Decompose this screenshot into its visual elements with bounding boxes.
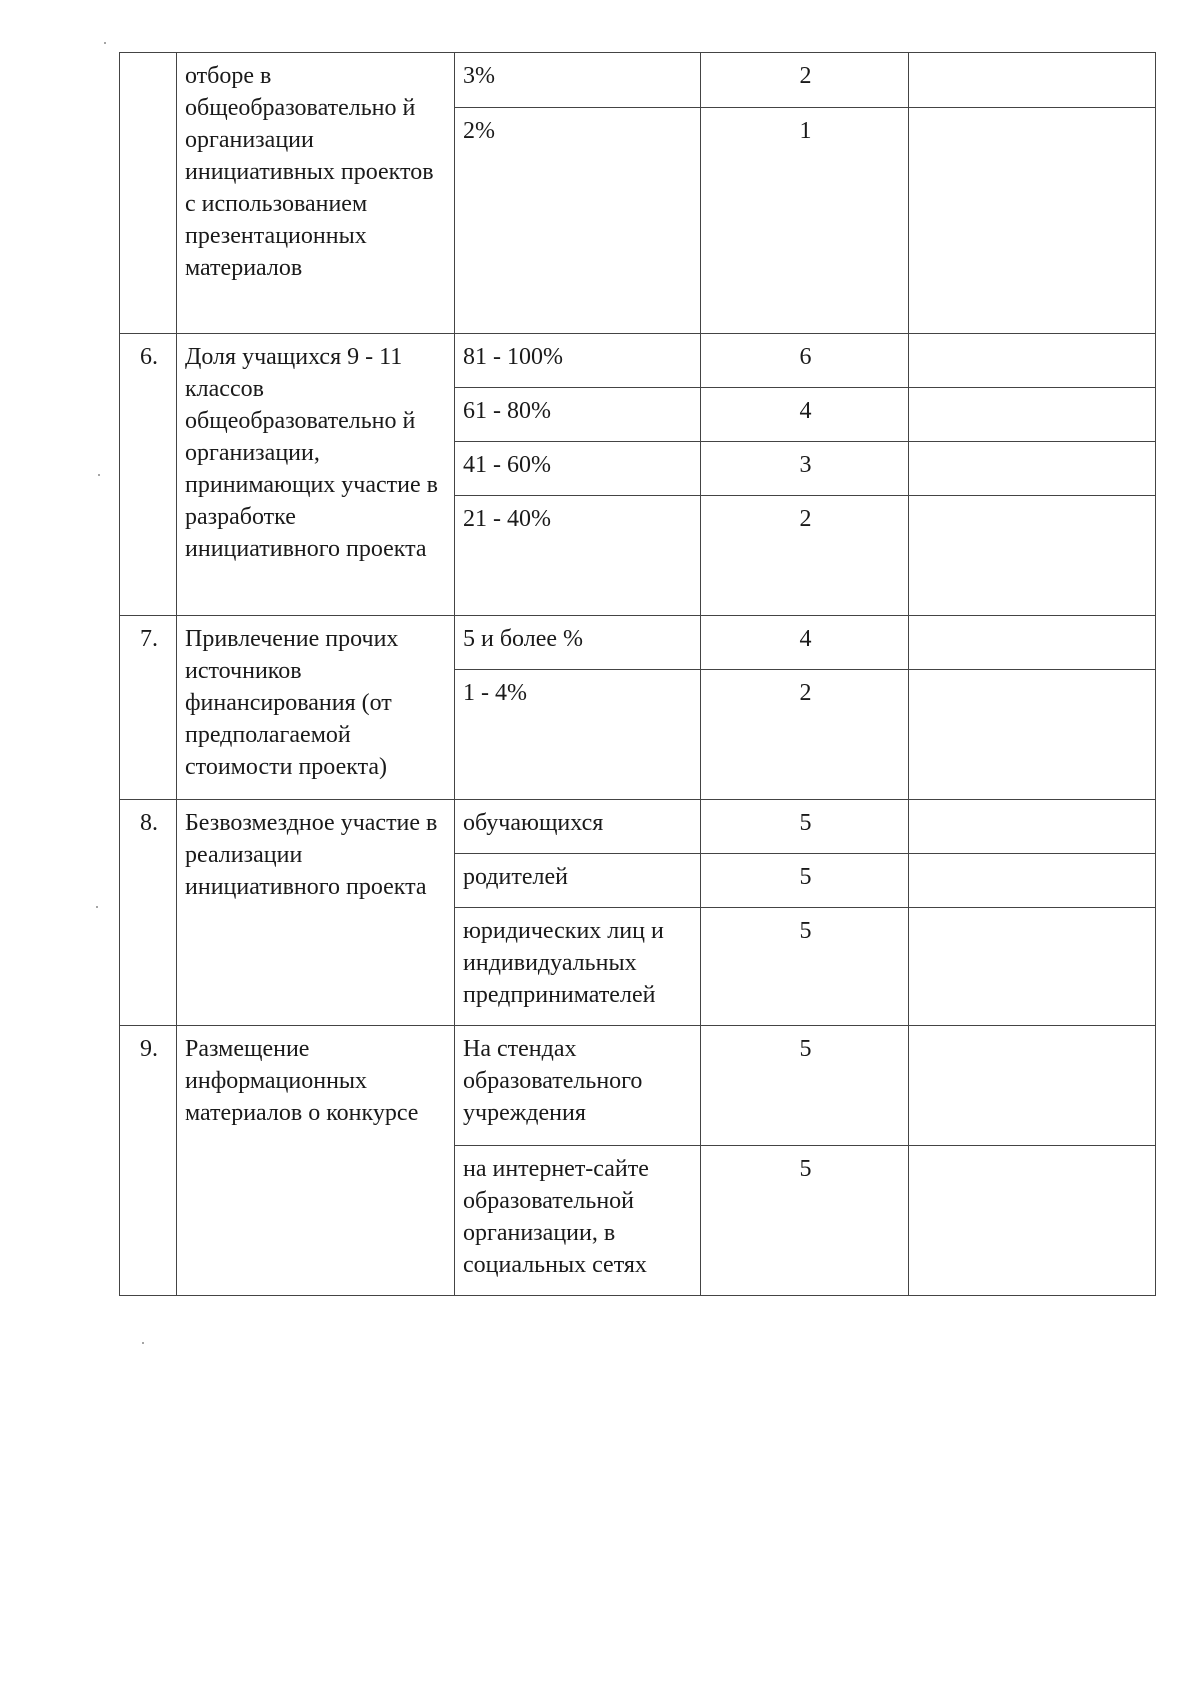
score-cell: 4 — [701, 616, 909, 670]
criterion-cell: Доля учащихся 9 - 11 классов общеобразовательно й организации, принимающих участие в разработке инициативного проекта — [177, 334, 455, 616]
table-row — [120, 800, 1156, 854]
score-cell: 1 — [701, 108, 909, 334]
blank-cell — [909, 670, 1156, 800]
blank-cell — [909, 1026, 1156, 1146]
blank-cell — [909, 496, 1156, 616]
level-cell: 21 - 40% — [455, 496, 701, 616]
score-cell: 2 — [701, 53, 909, 108]
scan-speck — [96, 906, 98, 908]
scan-speck — [98, 474, 100, 476]
score-cell: 5 — [701, 854, 909, 908]
scan-speck — [142, 1342, 144, 1344]
level-cell: 1 - 4% — [455, 670, 701, 800]
level-cell: 3% — [455, 53, 701, 108]
criterion-cell: Безвозмездное участие в реализации инициативного проекта — [177, 800, 455, 1026]
blank-cell — [909, 800, 1156, 854]
score-cell: 2 — [701, 670, 909, 800]
blank-cell — [909, 388, 1156, 442]
score-cell: 2 — [701, 496, 909, 616]
blank-cell — [909, 1146, 1156, 1296]
table-row — [120, 53, 1156, 108]
score-cell: 6 — [701, 334, 909, 388]
criterion-cell: отборе в общеобразовательно й организации инициативных проектов с использованием презентационных материалов — [177, 53, 455, 334]
score-cell: 5 — [701, 1146, 909, 1296]
blank-cell — [909, 334, 1156, 388]
scan-speck — [104, 42, 106, 44]
row-number: 6. — [120, 334, 177, 616]
blank-cell — [909, 442, 1156, 496]
blank-cell — [909, 908, 1156, 1026]
table-row — [120, 334, 1156, 388]
blank-cell — [909, 616, 1156, 670]
table-row — [120, 1026, 1156, 1146]
level-cell: 2% — [455, 108, 701, 334]
score-cell: 5 — [701, 908, 909, 1026]
row-number — [120, 53, 177, 334]
row-number: 8. — [120, 800, 177, 1026]
blank-cell — [909, 108, 1156, 334]
level-cell: родителей — [455, 854, 701, 908]
criterion-cell: Привлечение прочих источников финансирования (от предполагаемой стоимости проекта) — [177, 616, 455, 800]
blank-cell — [909, 53, 1156, 108]
criterion-cell: Размещение информационных материалов о конкурсе — [177, 1026, 455, 1296]
criteria-table — [119, 52, 1156, 1296]
level-cell: 5 и более % — [455, 616, 701, 670]
level-cell: обучающихся — [455, 800, 701, 854]
level-cell: 81 - 100% — [455, 334, 701, 388]
table-row — [120, 616, 1156, 670]
blank-cell — [909, 854, 1156, 908]
level-cell: 61 - 80% — [455, 388, 701, 442]
level-cell: На стендах образовательного учреждения — [455, 1026, 701, 1146]
row-number: 7. — [120, 616, 177, 800]
level-cell: 41 - 60% — [455, 442, 701, 496]
level-cell: юридических лиц и индивидуальных предпринимателей — [455, 908, 701, 1026]
score-cell: 4 — [701, 388, 909, 442]
score-cell: 5 — [701, 800, 909, 854]
score-cell: 5 — [701, 1026, 909, 1146]
score-cell: 3 — [701, 442, 909, 496]
row-number: 9. — [120, 1026, 177, 1296]
level-cell: на интернет-сайте образовательной организации, в социальных сетях — [455, 1146, 701, 1296]
